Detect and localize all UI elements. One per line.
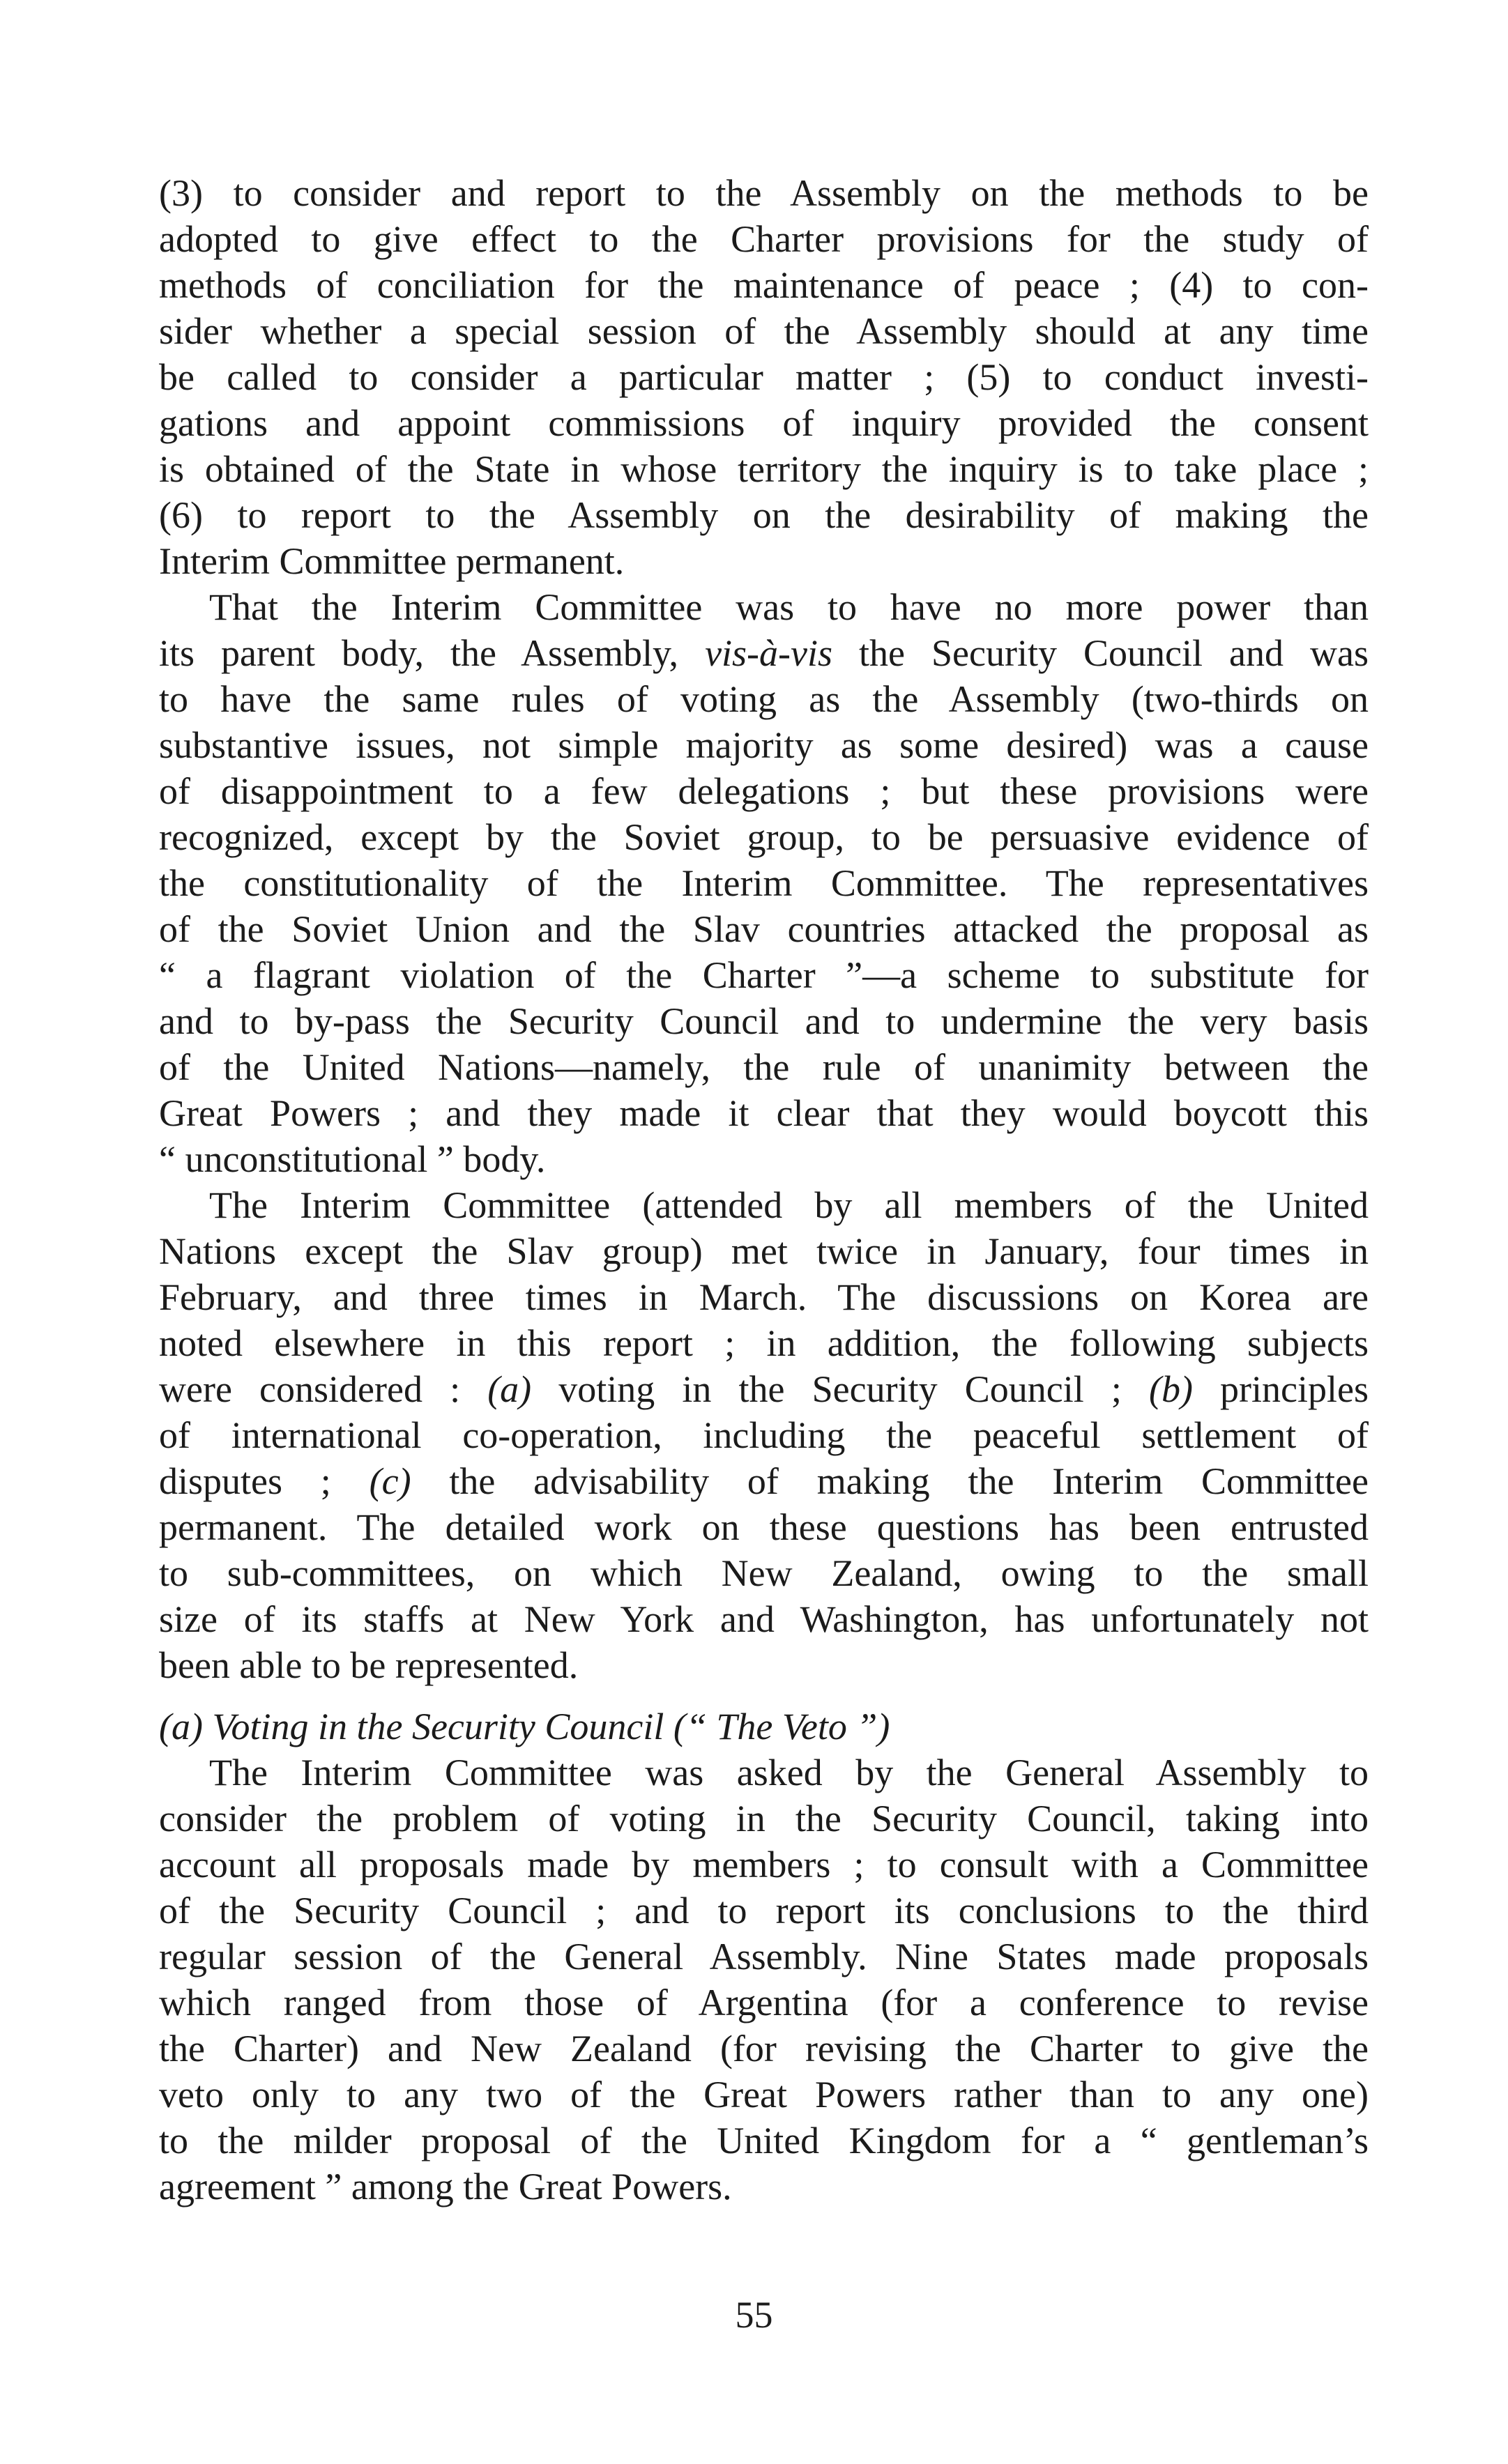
- text-line: Great Powers ; and they made it clear that they would boycott this: [159, 1092, 1369, 1134]
- text-line: been able to be represented.: [159, 1644, 579, 1686]
- text-line: noted elsewhere in this report ; in addition, the following subjects: [159, 1322, 1369, 1364]
- text-line: account all proposals made by members ; to consult with a Committee: [159, 1844, 1369, 1885]
- text-line: veto only to any two of the Great Powers rather than to any one): [159, 2074, 1369, 2115]
- paragraph-interim-power: [159, 584, 1369, 1182]
- text-line: to sub-committees, on which New Zealand, owing to the small: [159, 1552, 1369, 1594]
- text-line: agreement ” among the Great Powers.: [159, 2166, 732, 2207]
- text-line: The Interim Committee (attended by all members of the United: [209, 1184, 1369, 1226]
- text-line: The Interim Committee was asked by the General Assembly to: [209, 1752, 1369, 1793]
- text-line: That the Interim Committee was to have no more power than: [209, 586, 1369, 628]
- page-number: 55: [735, 2294, 773, 2336]
- text-line: substantive issues, not simple majority as some desired) was a cause: [159, 724, 1369, 766]
- text-line: of the Security Council ; and to report its conclusions to the third: [159, 1890, 1369, 1931]
- text-line: (3) to consider and report to the Assembly on the methods to be: [159, 172, 1369, 214]
- text-line: recognized, except by the Soviet group, to be persuasive evidence of: [159, 816, 1369, 858]
- section-heading-marker: (a): [159, 1706, 203, 1747]
- text-line: regular session of the General Assembly. Nine States made proposals: [159, 1936, 1369, 1977]
- text-line: of the Soviet Union and the Slav countries attacked the proposal as: [159, 908, 1369, 950]
- text-line: Interim Committee permanent.: [159, 540, 625, 582]
- text-line: adopted to give effect to the Charter provisions for the study of: [159, 218, 1369, 260]
- text-line: to have the same rules of voting as the Assembly (two-thirds on: [159, 678, 1369, 720]
- text-line: permanent. The detailed work on these questions has been entrusted: [159, 1506, 1369, 1548]
- text-line: “ a flagrant violation of the Charter ”—a scheme to substitute for: [159, 954, 1369, 996]
- text-line: the constitutionality of the Interim Committee. The representatives: [159, 862, 1369, 904]
- text-line: is obtained of the State in whose territory the inquiry is to take place ;: [159, 448, 1369, 490]
- section-heading-title: Voting in the Security Council (“ The Veto ”): [212, 1706, 890, 1747]
- text-line: methods of conciliation for the maintenance of peace ; (4) to con-: [159, 264, 1369, 306]
- text-line: of the United Nations—namely, the rule of unanimity between the: [159, 1046, 1369, 1088]
- paragraph-veto: [159, 1750, 1369, 2210]
- text-line: of disappointment to a few delegations ; but these provisions were: [159, 770, 1369, 812]
- paragraphs-top: [159, 170, 1369, 1688]
- paragraph-veto: [159, 1750, 1369, 2210]
- page-body: [159, 170, 1369, 2210]
- text-line: (6) to report to the Assembly on the desirability of making the: [159, 494, 1369, 536]
- text-line: to the milder proposal of the United Kingdom for a “ gentleman’s: [159, 2120, 1369, 2161]
- text-line: its parent body, the Assembly, vis-à-vis the Security Council and was: [159, 632, 1369, 674]
- text-line: which ranged from those of Argentina (for a conference to revise: [159, 1982, 1369, 2023]
- text-line: sider whether a special session of the Assembly should at any time: [159, 310, 1369, 352]
- text-line: February, and three times in March. The discussions on Korea are: [159, 1276, 1369, 1318]
- paragraph-interim-meetings: [159, 1182, 1369, 1688]
- text-line: be called to consider a particular matter ; (5) to conduct investi-: [159, 356, 1369, 398]
- text-line: Nations except the Slav group) met twice in January, four times in: [159, 1230, 1369, 1272]
- text-line: and to by-pass the Security Council and to undermine the very basis: [159, 1000, 1369, 1042]
- paragraph-continued: [159, 170, 1369, 584]
- text-line: of international co-operation, including the peaceful settlement of: [159, 1414, 1369, 1456]
- text-line: gations and appoint commissions of inquiry provided the consent: [159, 402, 1369, 444]
- text-line: “ unconstitutional ” body.: [159, 1138, 546, 1180]
- text-line: disputes ; (c) the advisability of making the Interim Committee: [159, 1460, 1369, 1502]
- text-line: consider the problem of voting in the Security Council, taking into: [159, 1798, 1369, 1839]
- text-line: size of its staffs at New York and Washington, has unfortunately not: [159, 1598, 1369, 1640]
- section-heading: [159, 1704, 1369, 1750]
- text-line: were considered : (a) voting in the Security Council ; (b) principles: [159, 1368, 1369, 1410]
- text-line: the Charter) and New Zealand (for revising the Charter to give the: [159, 2028, 1369, 2069]
